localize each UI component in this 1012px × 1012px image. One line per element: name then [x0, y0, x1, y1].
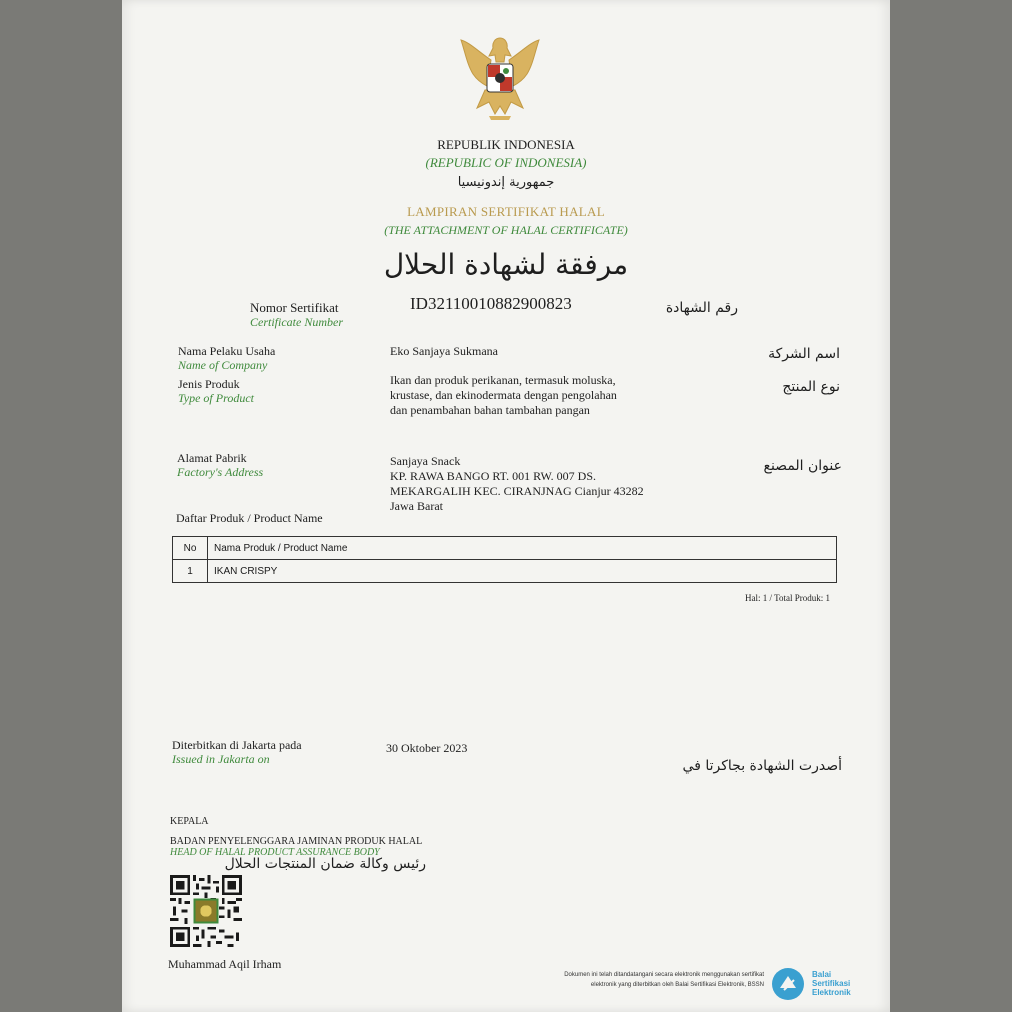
bsre-name-line: Elektronik [812, 988, 851, 997]
signatory-name: Muhammad Aqil Irham [168, 957, 282, 971]
certificate-number-value: ID32110010882900823 [410, 294, 572, 313]
document-title-ar: مرفقة لشهادة الحلال [383, 248, 629, 281]
issued-date: 30 Oktober 2023 [386, 741, 468, 755]
certificate-number-label: Nomor Sertifikat [250, 300, 339, 315]
product-row-name: IKAN CRISPY [208, 560, 837, 583]
certificate-number-label-en: Certificate Number [250, 315, 343, 329]
table-header-row [173, 537, 837, 560]
bsre-logo-icon [770, 966, 806, 1002]
factory-address-label-en: Factory's Address [177, 465, 264, 479]
bsre-name-line: Sertifikasi [812, 979, 851, 988]
signatory-title-en: HEAD OF HALAL PRODUCT ASSURANCE BODY [170, 847, 380, 858]
qr-code-icon [170, 874, 242, 948]
signatory-title-2: BADAN PENYELENGGARA JAMINAN PRODUK HALAL [170, 836, 423, 847]
product-type-label: Jenis Produk [178, 377, 240, 391]
product-table [172, 536, 837, 583]
factory-address-label-ar: عنوان المصنع [763, 458, 842, 474]
signatory-title-ar: رئيس وكالة ضمان المنتجات الحلال [224, 856, 426, 872]
signatory-title-1: KEPALA [170, 816, 209, 827]
product-type-label-ar: نوع المنتج [782, 379, 840, 395]
company-label-ar: اسم الشركة [768, 346, 840, 362]
column-header-product-name: Nama Produk / Product Name [208, 537, 837, 560]
product-type-label-en: Type of Product [178, 391, 254, 405]
product-type-line: dan penambahan bahan tambahan pangan [390, 403, 590, 417]
esign-notice-line: elektronik yang diterbitkan oleh Balai Sertifikasi Elektronik, BSSN [590, 982, 764, 988]
factory-address-line: Jawa Barat [390, 499, 443, 513]
document-title: LAMPIRAN SERTIFIKAT HALAL [407, 204, 605, 219]
issued-label-en: Issued in Jakarta on [172, 752, 270, 766]
issued-label: Diterbitkan di Jakarta pada [172, 738, 302, 752]
page-info: Hal: 1 / Total Produk: 1 [745, 593, 830, 603]
issued-label-ar: أصدرت الشهادة بجاكرتا في [682, 758, 842, 774]
esign-notice [482, 970, 764, 990]
country-name: REPUBLIK INDONESIA [437, 137, 575, 152]
table-row [173, 560, 837, 583]
bsre-name [812, 970, 882, 997]
company-label-en: Name of Company [178, 358, 268, 372]
company-name-value: Eko Sanjaya Sukmana [390, 344, 498, 358]
certificate-number-label-ar: رقم الشهادة [665, 300, 738, 316]
garuda-emblem-icon [455, 34, 545, 122]
product-type-value [390, 373, 710, 418]
document-title-en: (THE ATTACHMENT OF HALAL CERTIFICATE) [384, 223, 628, 237]
column-header-no: No [173, 537, 208, 560]
factory-address-line: Sanjaya Snack [390, 454, 461, 468]
certificate-page [122, 0, 890, 1012]
product-row-no: 1 [173, 560, 208, 583]
country-name-ar: جمهورية إندونيسيا [457, 175, 555, 190]
company-label: Nama Pelaku Usaha [178, 344, 276, 358]
factory-address-value [390, 454, 720, 514]
product-list-title: Daftar Produk / Product Name [176, 511, 323, 525]
factory-address-line: KP. RAWA BANGO RT. 001 RW. 007 DS. [390, 469, 597, 483]
bsre-name-line: Balai [812, 970, 832, 979]
factory-address-line: MEKARGALIH KEC. CIRANJNAG Cianjur 43282 [390, 484, 644, 498]
product-type-line: krustase, dan ekinodermata dengan pengolahan [390, 388, 617, 402]
factory-address-label: Alamat Pabrik [177, 451, 247, 465]
esign-notice-line: Dokumen ini telah ditandatangani secara elektronik menggunakan sertifikat [564, 972, 764, 978]
country-name-en: (REPUBLIC OF INDONESIA) [425, 155, 587, 170]
product-type-line: Ikan dan produk perikanan, termasuk moluska, [390, 373, 616, 387]
